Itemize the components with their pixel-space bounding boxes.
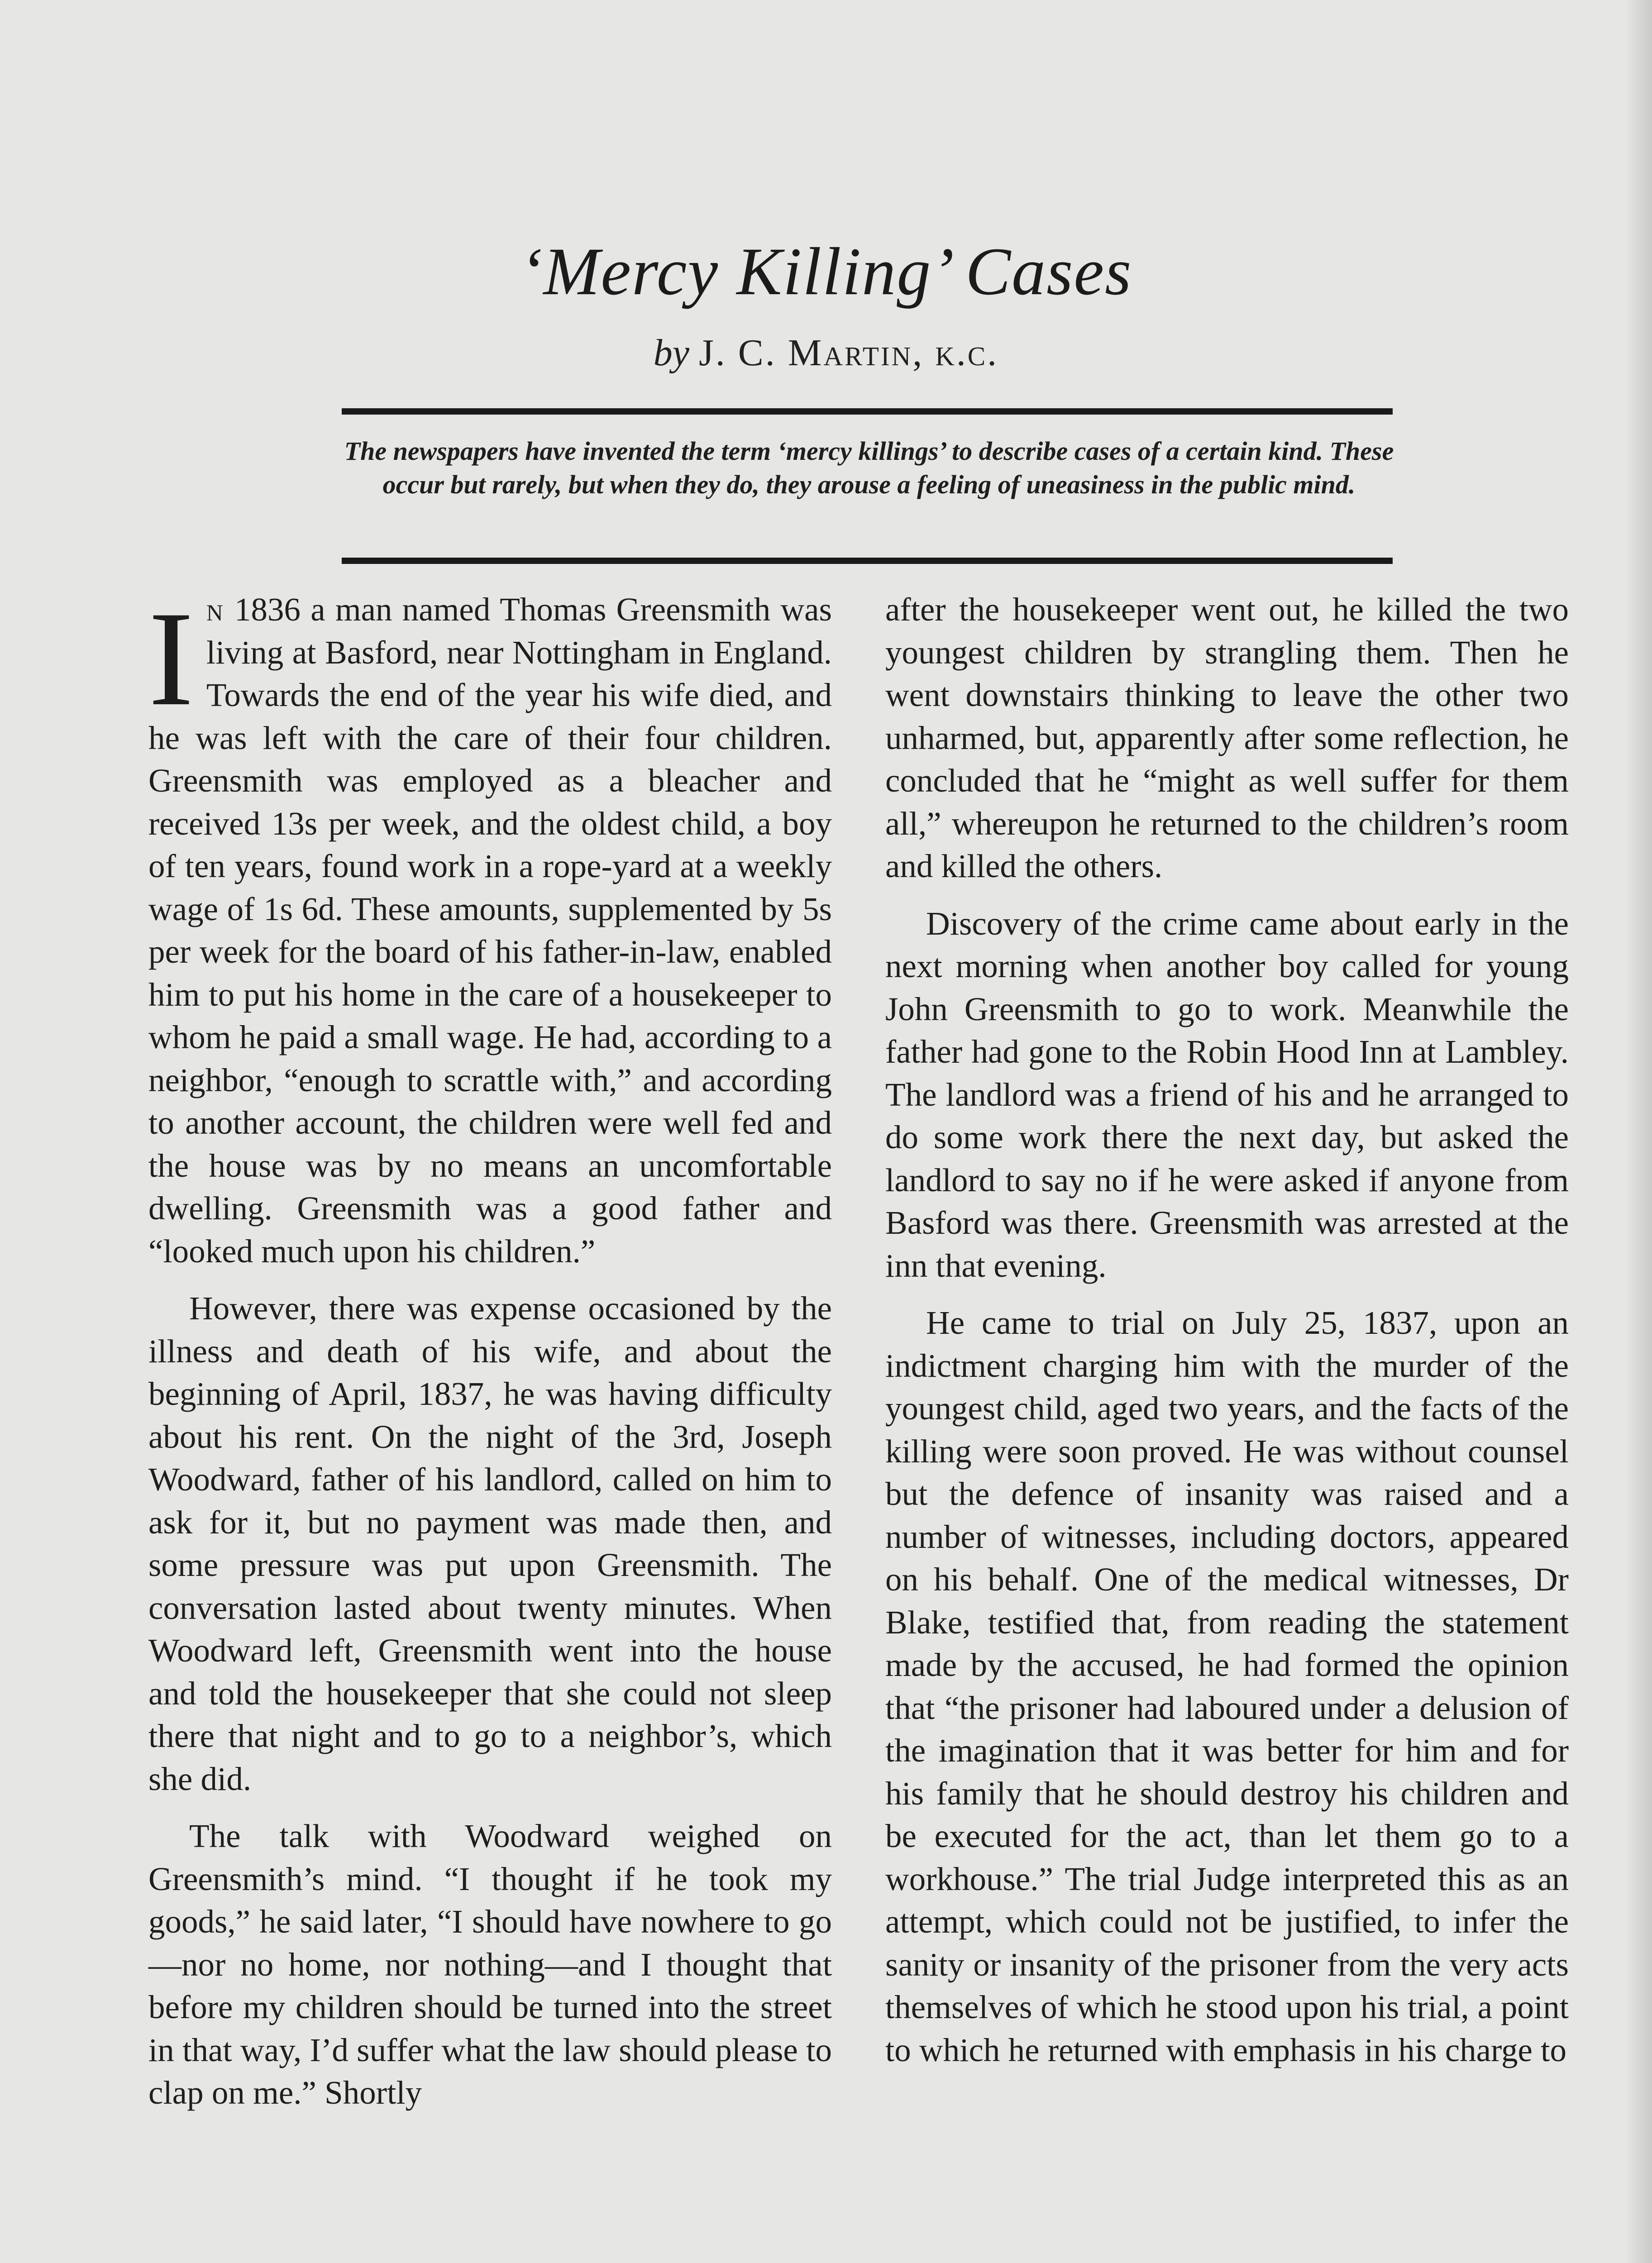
- paragraph-3-continued: after the housekeeper went out, he killed the two youngest children by strangling them. Then he went downstairs thinking to leave the other two unharmed, but, apparently after some reflection, he concluded that he “might as well suffer for them all,” whereupon he returned to the children’s room and killed the others.: [885, 591, 1569, 884]
- paragraph-2: However, there was expense occasioned by the illness and death of his wife, and about the beginning of April, 1837, he was having difficulty about his rent. On the night of the 3rd, Joseph Woodward, father of his landlord, called on him to ask for it, but no payment was made then, and some pressure was put upon Greensmith. The conversation lasted about twenty minutes. When Woodward left, Greensmith went into the house and told the housekeeper that she could not sleep there that night and to go to a neighbor’s, which she did.: [148, 1290, 832, 1797]
- paragraph-1: [148, 583, 832, 1273]
- left-column: [148, 583, 832, 2129]
- abstract-top-rule: [342, 408, 1393, 415]
- article-byline: [0, 330, 1652, 376]
- page-edge-shadow: [1625, 0, 1652, 2263]
- paragraph-1-text: 1836 a man named Thomas Greensmith was living at Basford, near Nottingham in England. Towards the end of the year his wife died, and he was left with the care of their four children. Greensmith was employed as a bleacher and received 13s per week, and the oldest child, a boy of ten years, found work in a rope-yard at a weekly wage of 1s 6d. These amounts, supplemented by 5s per week for the board of his father-in-law, enabled him to put his home in the care of a housekeeper to whom he paid a small wage. He had, according to a neighbor, “enough to scrattle with,” and according to another account, the children were well fed and the house was by no means an uncomfortable dwelling. Greensmith was a good father and “looked much upon his children.”: [148, 591, 832, 1270]
- paragraph-5: He came to trial on July 25, 1837, upon an indictment charging him with the murder of the youngest child, aged two years, and the facts of the killing were soon proved. He was without counsel but the defence of insanity was raised and a number of witnesses, including doctors, appeared on his behalf. One of the medical witnesses, Dr Blake, testified that, from reading the statement made by the accused, he had formed the opinion that “the prisoner had laboured under a delusion of the imagination that it was better for him and for his family that he should destroy his children and be executed for the act, than let them go to a workhouse.” The trial Judge interpreted this as an attempt, which could not be justified, to infer the sanity or insanity of the prisoner from the very acts themselves of which he stood upon his trial, a point to which he returned with emphasis in his charge to: [885, 1304, 1569, 2068]
- paragraph-4: Discovery of the crime came about early in the next morning when another boy called for young John Greensmith to go to work. Meanwhile the father had gone to the Robin Hood Inn at Lambley. The landlord was a friend of his and he arranged to do some work there the next day, but asked the landlord to say no if he were asked if anyone from Basford was there. Greensmith was arrested at the inn that evening.: [885, 905, 1569, 1284]
- article-abstract: The newspapers have invented the term ‘mercy killings’ to describe cases of a certain kind. These occur but rarely, but when they do, they arouse a feeling of uneasiness in the public mind.: [344, 436, 1394, 499]
- right-column: [885, 588, 1569, 2086]
- drop-cap-tail: n: [206, 591, 224, 628]
- abstract-bottom-rule: [342, 558, 1393, 564]
- drop-cap: I: [148, 583, 194, 734]
- paragraph-3-start: The talk with Woodward weighed on Greensmith’s mind. “I thought if he took my goods,” he said later, “I should have nowhere to go—nor no home, nor nothing—and I thought that before my children should be turned into the street in that way, I’d suffer what the law should please to clap on me.” Shortly: [148, 1818, 832, 2111]
- author-name: J. C. Martin, k.c.: [699, 332, 999, 374]
- byline-prefix: by: [653, 332, 690, 374]
- article-title: ‘Mercy Killing’ Cases: [520, 234, 1132, 309]
